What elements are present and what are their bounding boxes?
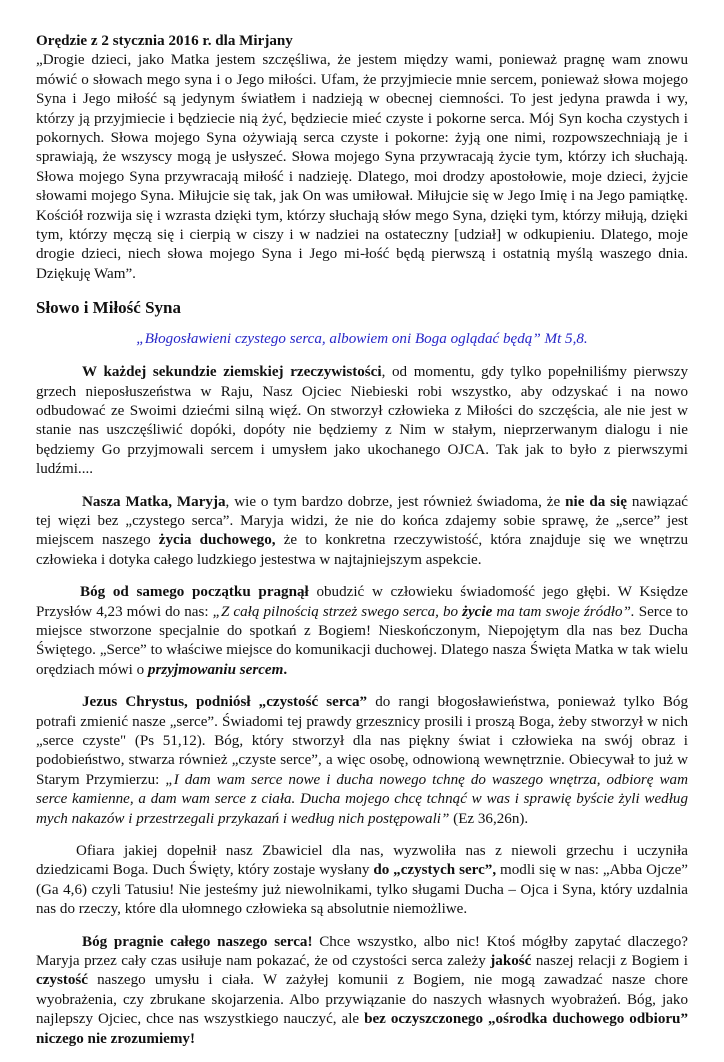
paragraph-4: Jezus Chrystus, podniósł „czystość serca” do rangi błogosławieństwa, ponieważ tylko Bóg potrafi zmienić nasze „serce”. Świadomi tej prawdy grzesznicy prosili i proszą Boga, żeby stworzył w nich „serce czyste" (Ps 51,12). Bóg, który stworzył dla nas piękny świat i człowieka na swój obraz i podobieństwo, stwarza również „czyste serce”, a więc osobę, odnowioną wewnętrznie. Obiecywał to już w Starym Przymierzu: „I dam wam serce nowe i ducha nowego tchnę do waszego wnętrza, odbiorę wam serce kamienne, a dam wam serce z ciała. Ducha mojego chcę tchnąć w was i sprawię byście żyli według mych nakazów i przestrzegali przykazań i według nich postępowali” (Ez 36,26n).: [36, 694, 688, 827]
scripture-quote: „Błogosławieni czystego serca, albowiem oni Boga oglądać będą” Mt 5,8.: [136, 330, 588, 347]
paragraph-1: W każdej sekundzie ziemskiej rzeczywistości, od momentu, gdy tylko popełniliśmy pierwszy grzech nieposłuszeństwa w Raju, Nasz Ojciec Niebieski robi wszystko, aby odzyskać i na nowo odbudować ze Swoimi dziećmi silną więź. On stworzył człowieka z Miłości do szczęścia, ale nie jest w stanie nas uszczęśliwić dopóki, dopóty nie będziemy z Nim w stałym, nieprzerwanym dialogu i nie będziemy Go przyjmowali sercem i umysłem jako ukochanego OJCA. Tak jak to było z pierwszymi ludźmi....: [36, 364, 688, 478]
bold-phrase: Bóg od samego początku pragnął: [80, 584, 309, 601]
bold-phrase: Nasza Matka, Maryja: [82, 493, 226, 510]
bold-phrase: czystość: [36, 972, 88, 989]
paragraph-3: Bóg od samego początku pragnął obudzić w człowieku świadomość jego głębi. W Księdze Przysłów 4,23 mówi do nas: „Z całą pilnością strzeż swego serca, bo życie ma tam swoje źródło”. Serce to miejsce stworzone specjalnie do spotkań z Bogiem! Nieskończonym, Niepojętym dla nas bez Ducha Świętego. „Serce” to właściwe miejsce do komunikacji duchowej. Dlatego nasza Święta Matka w tak wielu orędziach mówi o przyjmowaniu sercem.: [36, 584, 688, 678]
bold-phrase: życia duchowego,: [158, 532, 276, 549]
paragraph-2: Nasza Matka, Maryja, wie o tym bardzo dobrze, jest również świadoma, że nie da się nawiązać tej więzi bez „czystego serca”. Maryja widzi, że nie do końca zdajemy sobie sprawę, że „serce” jest miejscem naszego życia duchowego, że to konkretna rzeczywistość, która znajduje się we wnętrzu człowieka i dotyka całego ludzkiego jestestwa w najtajniejszym aspekcie.: [36, 493, 689, 568]
italic-quote: „I dam wam serce nowe i ducha nowego tchnę do waszego wnętrza, odbiorę wam serce kamienne, a dam wam serce z ciała. Ducha mojego chcę tchnąć w was i sprawię byście żyli według mych nakazów i przestrzegali przykazań i według nich postępowali”: [36, 771, 688, 827]
document-page: [36, 32, 688, 1062]
bold-phrase: Bóg pragnie całego naszego serca!: [82, 933, 313, 950]
bold-italic-phrase: przyjmowaniu sercem: [147, 661, 284, 678]
italic-quote: ma tam swoje źródło”.: [492, 603, 635, 620]
message-title: Orędzie z 2 stycznia 2016 r. dla Mirjany: [36, 33, 293, 49]
section-heading: Słowo i Miłość Syna: [36, 298, 181, 318]
bold-phrase: nie da się: [565, 493, 627, 510]
paragraph-6: Bóg pragnie całego naszego serca! Chce wszystko, albo nic! Ktoś mógłby zapytać dlaczego? Maryja przez cały czas usiłuje nam pokazać, że od czystości serca zależy jakość naszej relacji z Bogiem i czystość naszego umysłu i ciała. W zażyłej komunii z Bogiem, nie mogą zawadzać nasze chore wyobrażenia, czy zbrukane skojarzenia. Albo przywiązanie do naszych własnych wyobrażeń. Bóg, jako najlepszy Ojciec, chce nas wszystkiego nauczyć, ale bez oczyszczonego „ośrodka duchowego odbioru” niczego nie zrozumiemy!: [36, 933, 689, 1047]
bold-phrase: do „czystych serc”,: [373, 862, 497, 879]
bold-phrase: W każdej sekundzie ziemskiej rzeczywistości: [82, 364, 382, 381]
bold-italic-word: życie: [462, 603, 493, 620]
italic-quote: „Z całą pilnością strzeż swego serca, bo: [212, 603, 463, 620]
paragraph-5: Ofiara jakiej dopełnił nasz Zbawiciel dla nas, wyzwoliła nas z niewoli grzechu i uczyniła dziedzicami Boga. Duch Święty, który zostaje wysłany do „czystych serc”, modli się w nas: „Abba Ojcze” (Ga 4,6) czyli Tatusiu! Nie jesteśmy już niewolnikami, tylko sługami Ducha – Ojca i Syna, który uzdalnia nas do rzeczy, które dla ułomnego człowieka są absolutnie niemożliwe.: [36, 843, 688, 918]
bold-phrase: bez oczyszczonego „ośrodka duchowego odbioru” niczego nie zrozumiemy!: [36, 1011, 689, 1047]
message-body: „Drogie dzieci, jako Matka jestem szczęśliwa, że jestem między wami, ponieważ pragnę wam znowu mówić o słowach mego syna i o Jego miłości. Ufam, że przyjmiecie mnie sercem, ponieważ słowa mojego Syna i Jego miłość są jedynym światłem i nadzieją w obecnej ciemności. To jest jedyna prawda i wy, którzy ją przyjmiecie i będziecie nią żyć, będziecie mieć czyste i pokorne serca. Mój Syn kocha czystych i pokornych. Słowa mojego Syna ożywiają serca czyste i pokorne: żyją one nimi, rozpowszechniają je i sprawiają, że wszyscy mogą je usłyszeć. Słowa mojego Syna przywracają życie tym, którzy ich słuchają. Słowa mojego Syna przywracają miłość i nadzieję. Dlatego, moi drodzy apostołowie, moje dzieci, żyjcie słowami mojego Syna. Miłujcie się tak, jak On was umiłował. Miłujcie się w Jego Imię i na Jego pamiątkę. Kościół rozwija się i wzrasta dzięki tym, którzy słuchają słów mego Syna, dzięki tym, którzy miłują, dzięki tym, którzy męczą się i cierpią w ciszy i w nadziei na ostateczny [udział] w odkupieniu. Dlatego, moje drogie dzieci, niech słowa mojego Syna i Jego mi-łość będą pierwszą i ostatnią myślą waszego dnia. Dziękuję Wam”.: [36, 52, 688, 282]
bold-phrase: Jezus Chrystus, podniósł „czystość serca”: [82, 694, 368, 711]
bold-phrase: jakość: [490, 953, 532, 970]
